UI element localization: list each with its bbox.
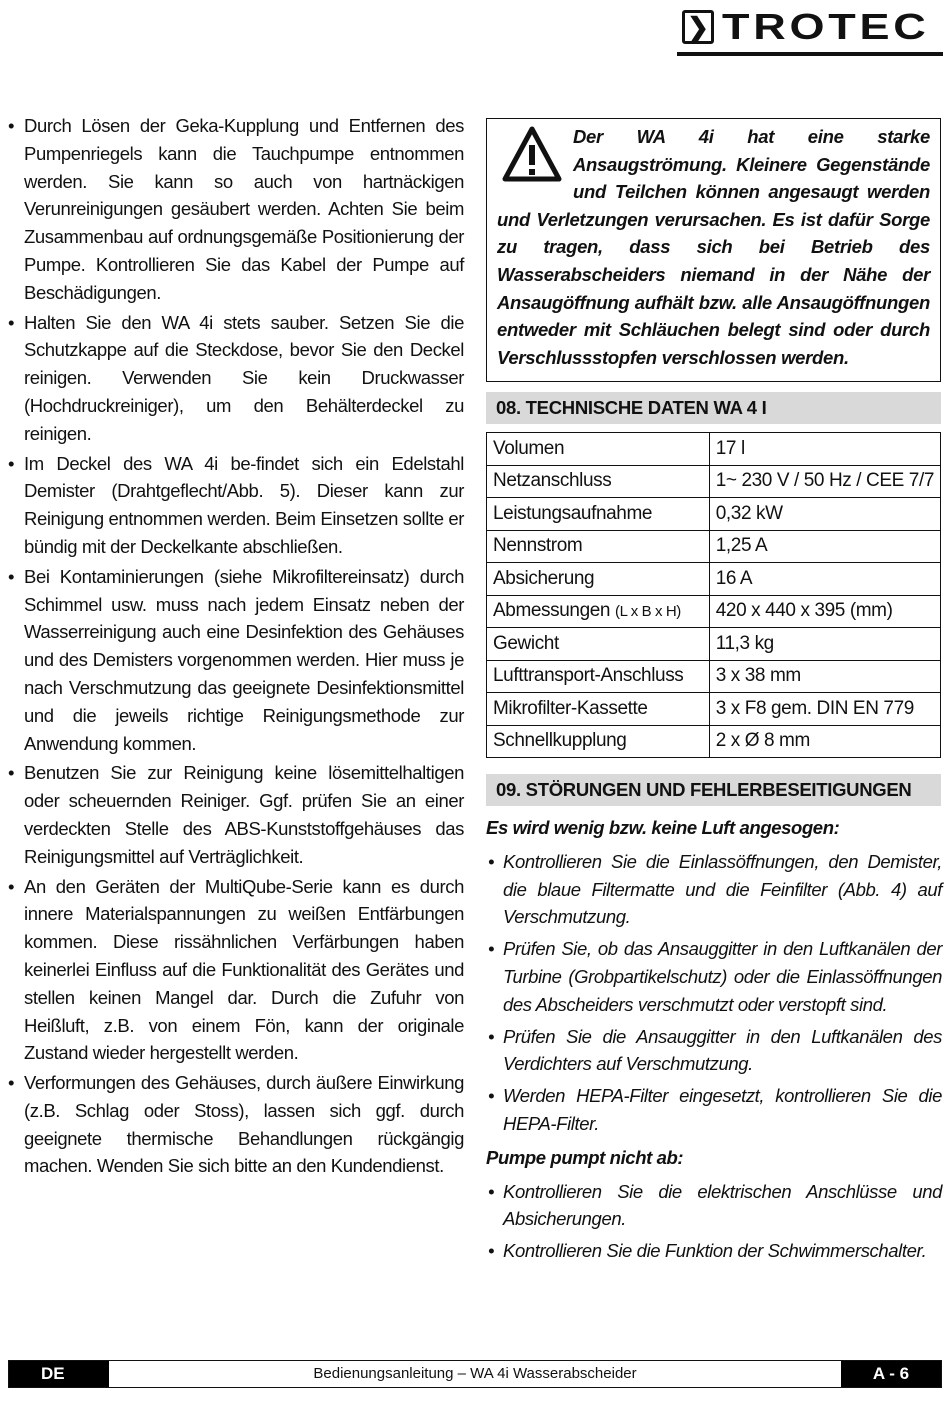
table-row (487, 563, 941, 596)
spec-label-text: Netzanschluss (493, 470, 612, 492)
list-item: • Kontrollieren Sie die Einlassöffnungen, den Demister, die blaue Filtermatte und die Feinfilter (Abb. 4) auf Verschmutzung. (486, 848, 942, 931)
warning-box (486, 118, 941, 382)
warning-icon (501, 125, 563, 183)
list-item: • Werden HEPA-Filter eingesetzt, kontrollieren Sie die HEPA-Filter. (486, 1082, 942, 1138)
spec-value: 1~ 230 V / 50 Hz / CEE 7/7 (709, 465, 940, 498)
list-item: • An den Geräten der MultiQube-Serie kann es durch innere Materialspannungen zu weißen Entfärbungen kommen. Diese rissähnlichen Verfärbungen haben keinerlei Einfluss auf die Funktionalität des Gerätes und stellen keinen Mangel dar. Durch die Zufuhr von Heißluft, z.B. von einem Fön, kann der originale Zustand wieder hergestellt werden. (8, 873, 464, 1068)
spec-label (487, 530, 710, 563)
list-item: • Bei Kontaminierungen (siehe Mikrofiltereinsatz) durch Schimmel usw. muss nach jedem Einsatz neben der Wasserreinigung auch eine Desinfektion des Gehäuses und des Demisters vorgenommen werden. Hier muss je nach Verschmutzung das geeignete Desinfektionsmittel und die jeweils richtige Reinigungsmethode zur Anwendung kommen. (8, 563, 464, 758)
table-row (487, 693, 941, 726)
spec-label (487, 725, 710, 758)
troubleshooting (486, 814, 942, 1269)
list-item: • Prüfen Sie die Ansauggitter in den Luftkanälen des Verdichters auf Verschmutzung. (486, 1023, 942, 1079)
table-row (487, 465, 941, 498)
warning-text: Der WA 4i hat eine starke Ansaugströmung. Kleinere Gegenstände und Teilchen können angesaugt werden und Verletzungen verursachen. Es ist dafür Sorge zu tragen, dass sich bei Betrieb des Wasserabscheiders niemand in der Nähe der Ansaugöffnung aufhält bzw. alle Ansaugöffnungen entweder mit Schläuchen belegt sind oder durch Verschlussstopfen verschlossen werden. (497, 126, 930, 368)
spec-value: 11,3 kg (709, 628, 940, 661)
list-item: • Im Deckel des WA 4i be-findet sich ein Edelstahl Demister (Drahtgeflecht/Abb. 5). Dieser kann zur Reinigung entnommen werden. Beim Einsetzen sollte er bündig mit der Deckelkante abschließen. (8, 450, 464, 561)
table-row (487, 433, 941, 466)
spec-value: 16 A (709, 563, 940, 596)
list-item: • Kontrollieren Sie die elektrischen Anschlüsse und Absicherungen. (486, 1178, 942, 1234)
spec-label (487, 693, 710, 726)
spec-value: 3 x F8 gem. DIN EN 779 (709, 693, 940, 726)
spec-label-text: Schnellkupplung (493, 730, 627, 752)
spec-label-text: Mikrofilter-Kassette (493, 697, 648, 719)
table-row (487, 725, 941, 758)
document-title: Bedienungsanleitung – WA 4i Wasserabscheider (313, 1365, 637, 1382)
section-heading-technical-data: 08. TECHNISCHE DATEN WA 4 I (486, 392, 941, 424)
list-item: • Halten Sie den WA 4i stets sauber. Setzen Sie die Schutzkappe auf die Steckdose, bevor Sie den Deckel reinigen. Verwenden Sie kein Druckwasser (Hochdruckreiniger), um den Behälterdeckel zu reinigen. (8, 309, 464, 448)
header-rule (677, 52, 943, 56)
spec-label-text: Lufttransport-Anschluss (493, 665, 684, 687)
spec-label-text: Absicherung (493, 567, 595, 589)
spec-label (487, 595, 710, 628)
spec-value: 17 l (709, 433, 940, 466)
list-item: • Benutzen Sie zur Reinigung keine lösemittelhaltigen oder scheuernden Reiniger. Ggf. prüfen Sie an einer verdeckten Stelle des ABS-Kunststoffgehäuses das Reinigungsmittel auf Verträglichkeit. (8, 759, 464, 870)
section-heading-troubleshooting: 09. STÖRUNGEN UND FEHLERBESEITIGUNGEN (486, 774, 941, 806)
spec-value: 0,32 kW (709, 498, 940, 531)
spec-label-text: Leistungsaufnahme (493, 502, 653, 524)
spec-label-text: Nennstrom (493, 535, 583, 557)
technical-data-table (486, 432, 941, 758)
table-row (487, 628, 941, 661)
spec-label (487, 498, 710, 531)
table-row (487, 498, 941, 531)
spec-value: 420 x 440 x 395 (mm) (709, 595, 940, 628)
logo-text: TROTEC (722, 6, 930, 47)
language-label: DE (9, 1361, 109, 1387)
chevron-icon: ❯ (682, 10, 714, 44)
spec-label (487, 660, 710, 693)
problem-heading: Es wird wenig bzw. keine Luft angesogen: (486, 817, 840, 838)
list-item: • Durch Lösen der Geka-Kupplung und Entfernen des Pumpenriegels kann die Tauchpumpe entnommen werden. Sie kann so auch von hartnäckigen Verunreinigungen gesäubert werden. Achten Sie beim Zusammenbau auf ordnungsgemäße Positionierung der Pumpe. Kontrollieren Sie das Kabel der Pumpe auf Beschädigungen. (8, 112, 464, 307)
spec-label-suffix: (L x B x H) (614, 603, 681, 621)
spec-label (487, 563, 710, 596)
spec-label-text: Abmessungen (493, 600, 611, 622)
care-instructions (8, 112, 464, 1182)
spec-value: 3 x 38 mm (709, 660, 940, 693)
problem-heading: Pumpe pumpt nicht ab: (486, 1146, 684, 1168)
list-item: • Verformungen des Gehäuses, durch äußere Einwirkung (z.B. Schlag oder Stoss), lassen sich ggf. durch geeignete thermische Behandlungen rückgängig machen. Wenden Sie sich bitte an den Kundendienst. (8, 1069, 464, 1180)
table-row (487, 660, 941, 693)
trotec-logo (682, 6, 930, 48)
page-number: A - 6 (841, 1361, 941, 1387)
page-footer (8, 1360, 942, 1388)
spec-value: 1,25 A (709, 530, 940, 563)
table-row (487, 595, 941, 628)
list-item: • Kontrollieren Sie die Funktion der Schwimmerschalter. (486, 1237, 942, 1265)
spec-label-text: Volumen (493, 437, 565, 459)
spec-label (487, 628, 710, 661)
table-row (487, 530, 941, 563)
list-item: • Prüfen Sie, ob das Ansauggitter in den Luftkanälen der Turbine (Grobpartikelschutz) oder die Einlassöffnungen des Abscheiders verschmutzt oder verstopft sind. (486, 935, 942, 1018)
spec-value: 2 x Ø 8 mm (709, 725, 940, 758)
spec-label (487, 465, 710, 498)
spec-label-text: Gewicht (493, 632, 559, 654)
spec-label (487, 433, 710, 466)
